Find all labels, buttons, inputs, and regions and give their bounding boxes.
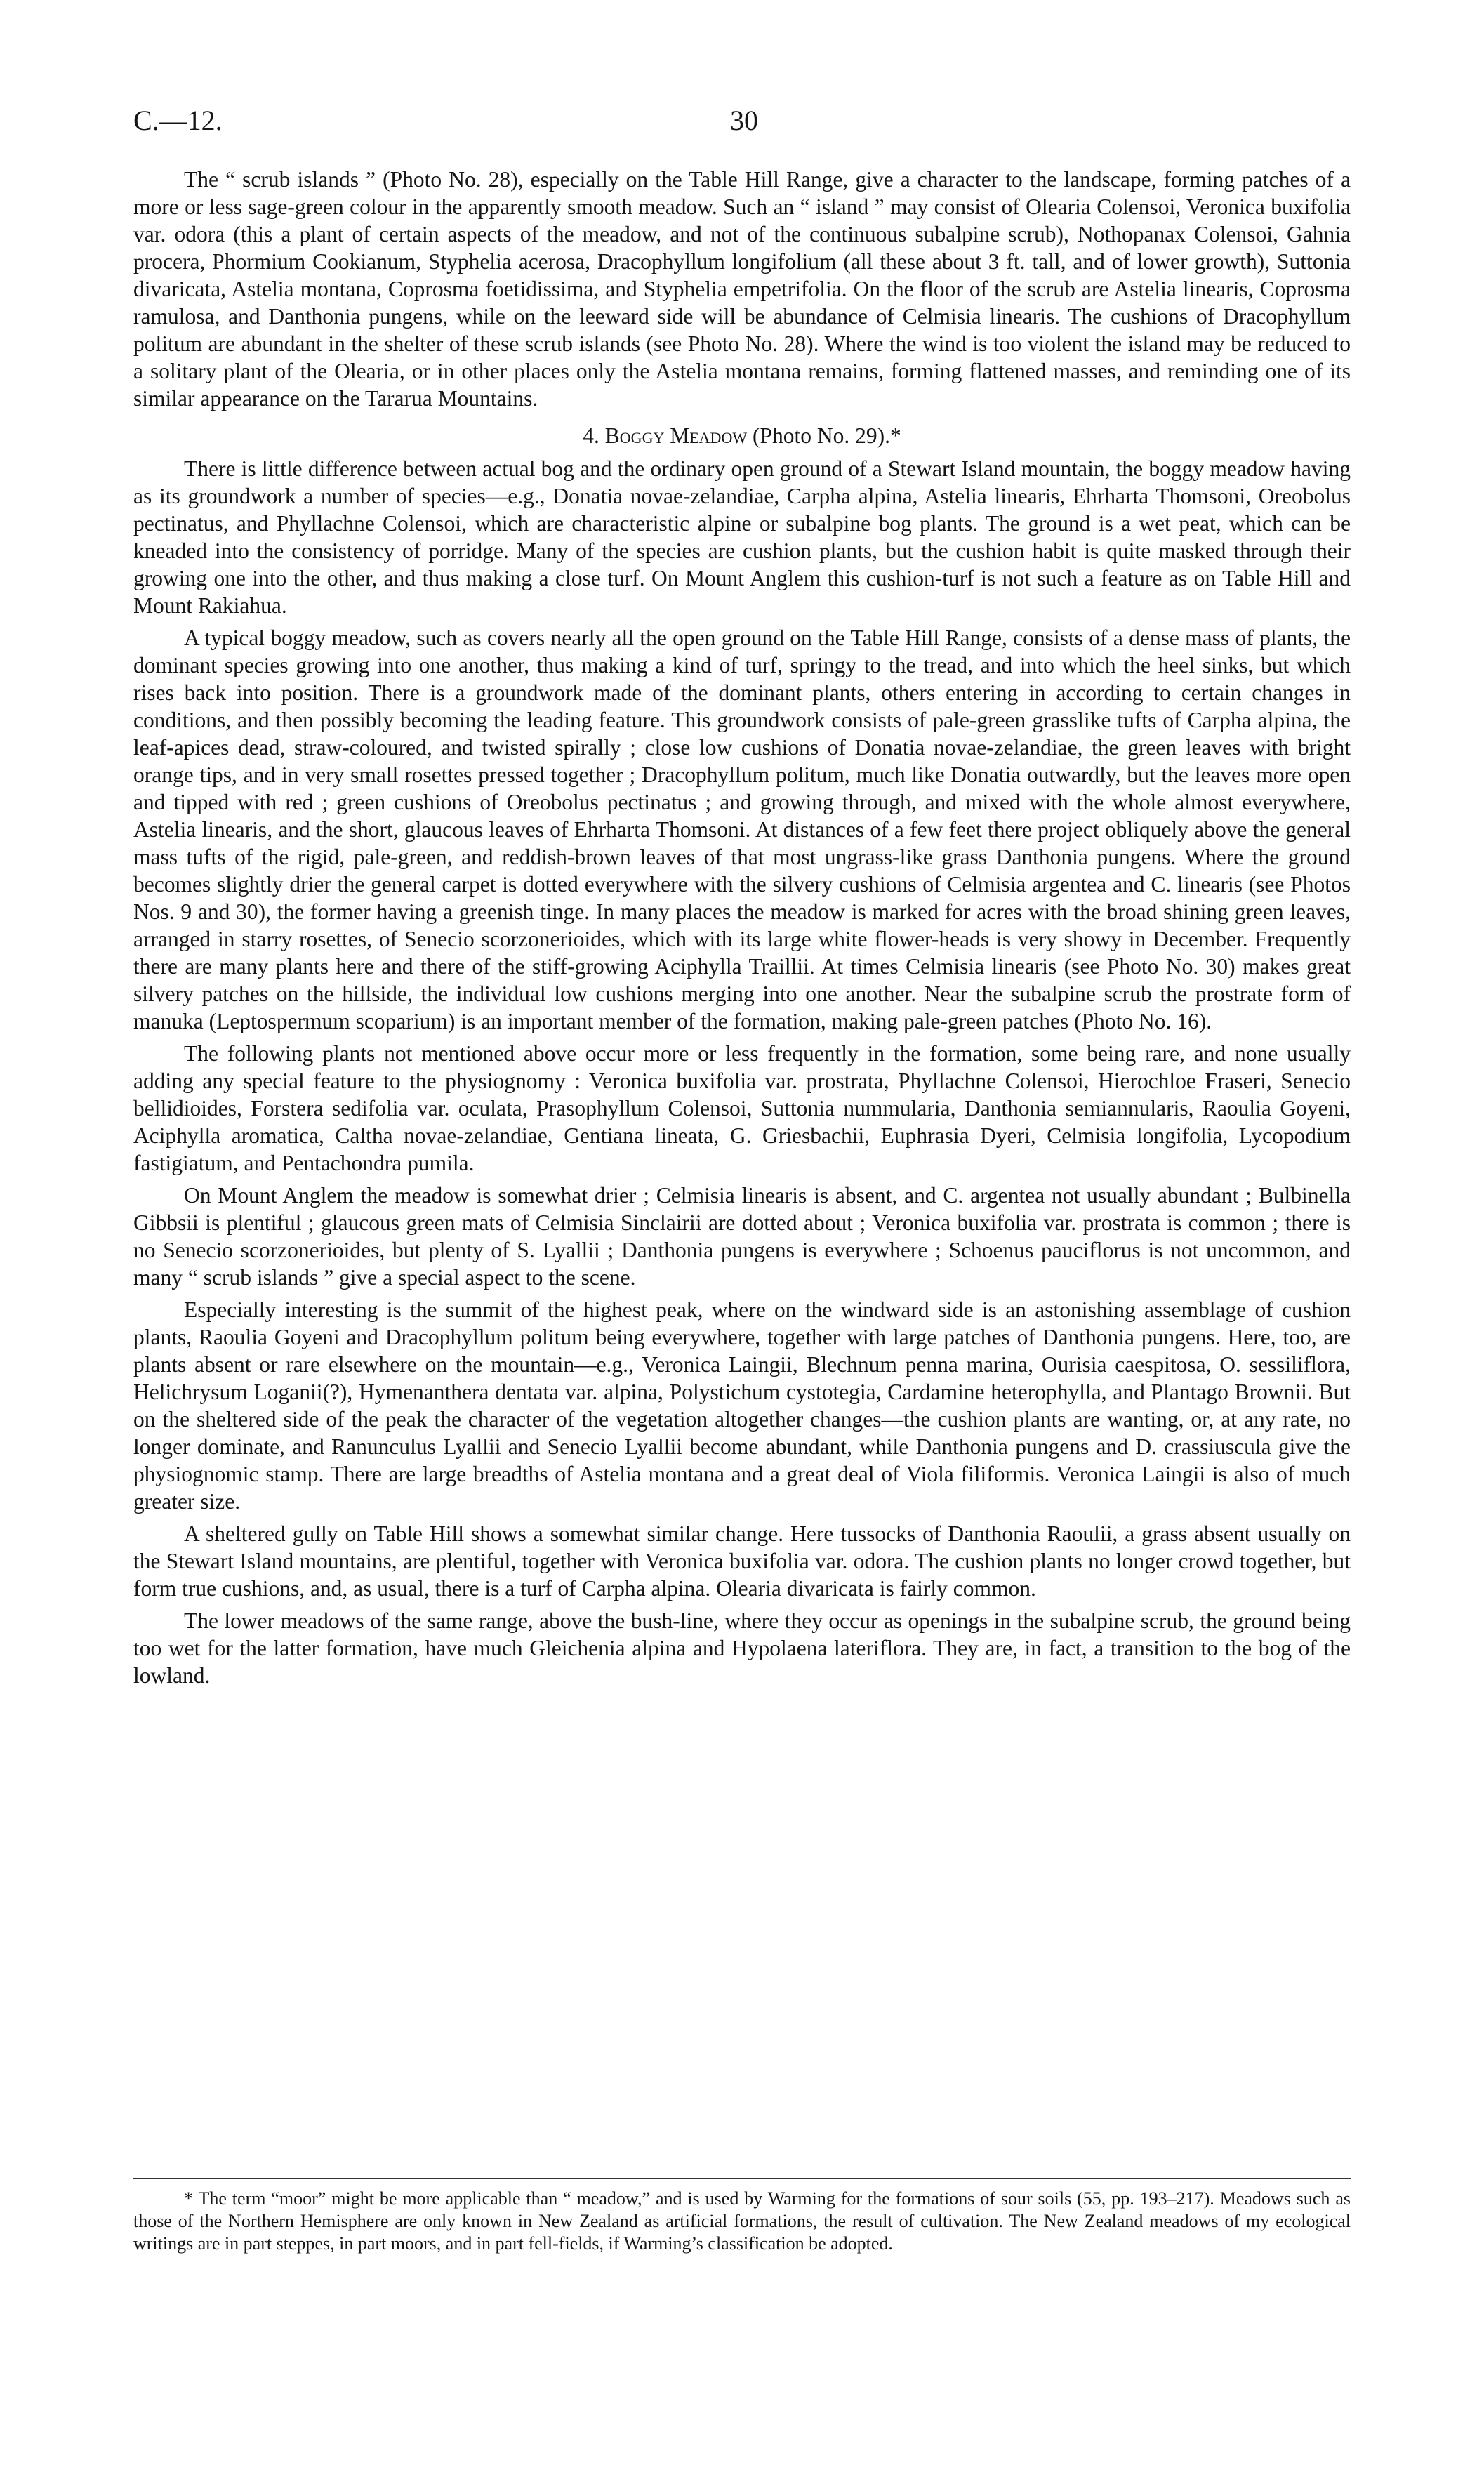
paragraph-lower-meadows: The lower meadows of the same range, above the bush-line, where they occur as openings in the subalpine scrub, the ground being too wet for the latter formation, have much Gleichenia alpina and Hypolaena lateriflora. They are, in fact, a transition to the bog of the lowland. bbox=[133, 1608, 1351, 1688]
paragraph-bog-vs-meadow: There is little difference between actual bog and the ordinary open ground of a Stewart Island mountain, the boggy meadow having as its groundwork a number of species—e.g., Donatia novae-zelandiae, Carpha alpina, Astelia linearis, Ehrharta Thomsoni, Oreobolus pectinatus, and Phyllachne Colensoi, which are characteristic alpine or subalpine bog plants. The ground is a wet peat, which can be kneaded into the consistency of porridge. Many of the species are cushion plants, but the cushion habit is quite masked through their growing one into the other, and thus making a close turf. On Mount Anglem this cushion-turf is not such a feature as on Table Hill and Mount Rakiahua. bbox=[133, 456, 1351, 618]
paragraph-other-plants: The following plants not mentioned above occur more or less frequently in the formation, some being rare, and none usually adding any special feature to the physiognomy : Veronica buxifolia var. prostrata, Phyllachne Colensoi, Hierochloe Fraseri, Senecio bellidioides, Forstera sedifolia var. oculata, Prasophyllum Colensoi, Suttonia nummularia, Danthonia semiannularis, Raoulia Goyeni, Aciphylla aromatica, Caltha novae-zelandiae, Gentiana lineata, G. Griesbachii, Euphrasia Dyeri, Celmisia longifolia, Lycopodium fastigiatum, and Pentachondra pumila. bbox=[133, 1041, 1351, 1175]
footnote-divider bbox=[133, 2178, 1351, 2179]
page-header bbox=[133, 104, 1355, 146]
paragraph-scrub-islands: The “ scrub islands ” (Photo No. 28), especially on the Table Hill Range, give a character to the landscape, forming patches of a more or less sage-green colour in the apparently smooth meadow. Such an “ island ” may consist of Olearia Colensoi, Veronica buxifolia var. odora (this a plant of certain aspects of the meadow, and not of the continuous subalpine scrub), Nothopanax Colensoi, Gahnia procera, Phormium Cookianum, Styphelia acerosa, Dracophyllum longifolium (all these about 3 ft. tall, and of lower growth), Suttonia divaricata, Astelia montana, Coprosma foetidissima, and Styphelia empetrifolia. On the floor of the scrub are Astelia linearis, Coprosma ramulosa, and Danthonia pungens, while on the leeward side will be abundance of Celmisia linearis. The cushions of Dracophyllum politum are abundant in the shelter of these scrub islands (see Photo No. 28). Where the wind is too violent the island may be reduced to a solitary plant of the Olearia, or in other places only the Astelia montana remains, forming flattened masses, and reminding one of its similar appearance on the Tararua Mountains. bbox=[133, 167, 1351, 411]
section-number: 4. bbox=[583, 423, 605, 448]
series-reference: C.—12. bbox=[133, 105, 223, 136]
paragraph-summit: Especially interesting is the summit of the highest peak, where on the windward side is an astonishing assemblage of cushion plants, Raoulia Goyeni and Dracophyllum politum being everywhere, together with large patches of Danthonia pungens. Here, too, are plants absent or rare elsewhere on the mountain—e.g., Veronica Laingii, Blechnum penna marina, Ourisia caespitosa, O. sessiliflora, Helichrysum Loganii(?), Hymenanthera dentata var. alpina, Polystichum cystotegia, Cardamine heterophylla, and Plantago Brownii. But on the sheltered side of the peak the character of the vegetation altogether changes—the cushion plants are wanting, or, at any rate, no longer dominate, and Ranunculus Lyallii and Senecio Lyallii become abundant, while Danthonia pungens and D. crassiuscula give the physiognomic stamp. There are large breadths of Astelia montana and a great deal of Viola filiformis. Veronica Laingii is also of much greater size. bbox=[133, 1297, 1351, 1514]
footnote bbox=[133, 2188, 1351, 2255]
paragraph-typical-meadow: A typical boggy meadow, such as covers nearly all the open ground on the Table Hill Range, consists of a dense mass of plants, the dominant species growing into one another, thus making a kind of turf, springy to the tread, and into which the heel sinks, but which rises back into position. There is a groundwork made of the dominant plants, others entering in according to certain changes in conditions, and then possibly becoming the leading feature. This groundwork consists of pale-green grasslike tufts of Carpha alpina, the leaf-apices dead, straw-coloured, and twisted spirally ; close low cushions of Donatia novae-zelandiae, the green leaves with bright orange tips, and in very small rosettes pressed together ; Dracophyllum politum, much like Donatia outwardly, but the leaves more open and tipped with red ; green cushions of Oreobolus pectinatus ; and growing through, and mixed with the whole almost everywhere, Astelia linearis, and the short, glaucous leaves of Ehrharta Thomsoni. At distances of a few feet there project obliquely above the general mass tufts of the rigid, pale-green, and reddish-brown leaves of that most ungrass-like grass Danthonia pungens. Where the ground becomes slightly drier the general carpet is dotted everywhere with the silvery cushions of Celmisia argentea and C. linearis (see Photos Nos. 9 and 30), the former having a greenish tinge. In many places the meadow is marked for acres with the broad shining green leaves, arranged in starry rosettes, of Senecio scorzonerioides, which with its large white flower-heads is very showy in December. Frequently there are many plants here and there of the stiff-growing Aciphylla Traillii. At times Celmisia linearis (see Photo No. 30) makes great silvery patches on the hillside, the individual low cushions merging into one another. Near the subalpine scrub the prostrate form of manuka (Leptospermum scoparium) is an important member of the formation, making pale-green patches (Photo No. 16). bbox=[133, 626, 1351, 1033]
section-title: Boggy Meadow bbox=[604, 423, 748, 448]
footnote-text: * The term “moor” might be more applicable than “ meadow,” and is used by Warming for the formations of sour soils (55, pp. 193–217). Meadows such as those of the Northern Hemisphere are only known in New Zealand as artificial formations, the result of cultivation. The New Zealand meadows of my ecological writings are in part steppes, in part moors, and in part fell-fields, if Warming’s classification be adopted. bbox=[133, 2188, 1351, 2254]
body-text bbox=[133, 166, 1351, 1694]
page-number: 30 bbox=[730, 105, 758, 136]
section-heading-boggy-meadow bbox=[133, 422, 1351, 449]
paragraph-sheltered-gully: A sheltered gully on Table Hill shows a somewhat similar change. Here tussocks of Danthonia Raoulii, a grass absent usually on the Stewart Island mountains, are plentiful, together with Veronica buxifolia var. odora. The cushion plants no longer crowd together, but form true cushions, and, as usual, there is a turf of Carpha alpina. Olearia divaricata is fairly common. bbox=[133, 1521, 1351, 1601]
section-photo-ref: (Photo No. 29).* bbox=[747, 423, 901, 448]
paragraph-mount-anglem: On Mount Anglem the meadow is somewhat drier ; Celmisia linearis is absent, and C. argentea not usually abundant ; Bulbinella Gibbsii is plentiful ; glaucous green mats of Celmisia Sinclairii are dotted about ; Veronica buxifolia var. prostrata is common ; there is no Senecio scorzonerioides, but plenty of S. Lyallii ; Danthonia pungens is everywhere ; Schoenus pauciflorus is not uncommon, and many “ scrub islands ” give a special aspect to the scene. bbox=[133, 1183, 1351, 1290]
